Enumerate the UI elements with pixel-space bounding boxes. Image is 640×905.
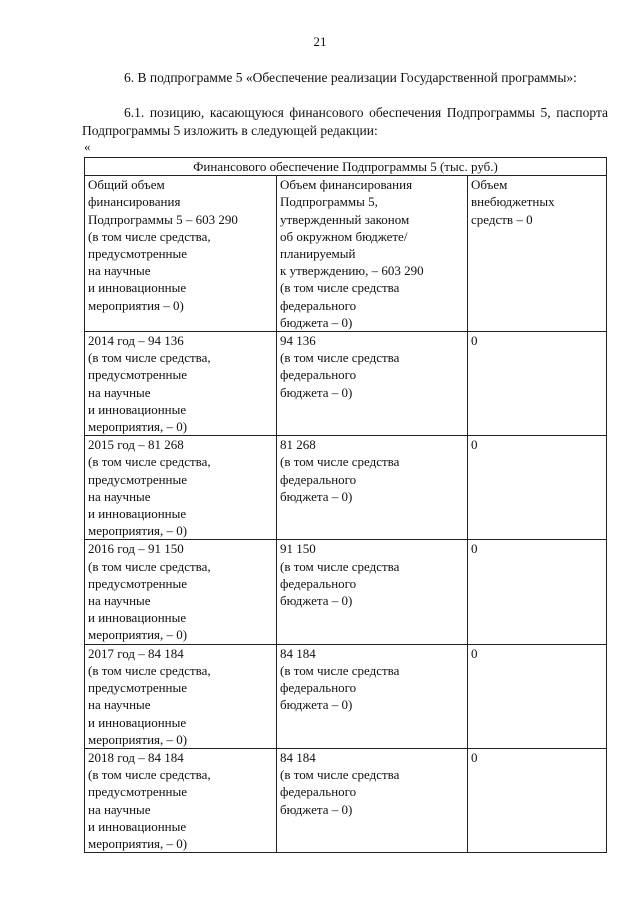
- page-number: 21: [313, 34, 327, 49]
- cell-line: внебюджетных: [471, 194, 555, 210]
- cell-line: предусмотренные: [88, 784, 188, 800]
- total-funding-cell: [85, 176, 277, 332]
- cell-line: 2015 год – 81 268: [88, 437, 184, 453]
- cell-line: (в том числе средства,: [88, 767, 211, 783]
- cell-line: и инновационные: [88, 818, 187, 834]
- financing-table: [84, 157, 607, 853]
- cell-line: бюджета – 0): [280, 697, 353, 713]
- cell-line: Общий объем: [88, 177, 165, 193]
- cell-line: планируемый: [280, 246, 356, 262]
- cell-line: 81 268: [280, 437, 316, 453]
- cell-line: 91 150: [280, 541, 316, 557]
- total-funding-cell: [85, 332, 277, 436]
- total-funding-cell: [85, 748, 277, 852]
- cell-line: федерального: [280, 471, 357, 487]
- cell-line: федерального: [280, 367, 357, 383]
- cell-line: 0: [471, 645, 478, 661]
- cell-line: 0: [471, 333, 478, 349]
- cell-line: бюджета – 0): [280, 488, 353, 504]
- cell-line: (в том числе средства: [280, 767, 400, 783]
- cell-line: Объем финансирования: [280, 177, 413, 193]
- cell-line: средств – 0: [471, 211, 533, 227]
- total-funding-cell: [85, 436, 277, 540]
- table-row: [85, 748, 607, 852]
- cell-line: Подпрограммы 5 – 603 290: [88, 211, 238, 227]
- budget-funding-cell: [277, 436, 468, 540]
- cell-line: мероприятия – 0): [88, 297, 184, 313]
- table-row: [85, 540, 607, 644]
- cell-line: 84 184: [280, 645, 316, 661]
- extrabudgetary-cell: [468, 540, 607, 644]
- table-row: [85, 644, 607, 748]
- table-title: Финансового обеспечение Подпрограммы 5 (тыс. руб.): [85, 158, 607, 176]
- cell-line: к утверждению, – 603 290: [280, 263, 424, 279]
- table-row-total: [85, 176, 607, 332]
- cell-line: об окружном бюджете/: [280, 228, 408, 244]
- cell-line: мероприятия, – 0): [88, 835, 188, 851]
- cell-line: бюджета – 0): [280, 384, 353, 400]
- cell-line: (в том числе средства: [280, 662, 400, 678]
- cell-line: предусмотренные: [88, 246, 188, 262]
- cell-line: предусмотренные: [88, 680, 188, 696]
- cell-line: (в том числе средства,: [88, 350, 211, 366]
- cell-line: 2016 год – 91 150: [88, 541, 184, 557]
- cell-line: федерального: [280, 297, 357, 313]
- cell-line: и инновационные: [88, 506, 187, 522]
- cell-line: бюджета – 0): [280, 314, 353, 330]
- cell-line: 2018 год – 84 184: [88, 749, 184, 765]
- total-funding-cell: [85, 644, 277, 748]
- cell-line: на научные: [88, 697, 151, 713]
- cell-line: 2017 год – 84 184: [88, 645, 184, 661]
- cell-line: мероприятия, – 0): [88, 627, 188, 643]
- cell-line: 0: [471, 437, 478, 453]
- cell-line: и инновационные: [88, 401, 187, 417]
- budget-funding-cell: [277, 644, 468, 748]
- cell-line: на научные: [88, 263, 151, 279]
- cell-line: федерального: [280, 784, 357, 800]
- paragraph-subprogram-5: 6. В подпрограмме 5 «Обеспечение реализации Государственной программы»:: [124, 70, 577, 85]
- cell-line: утвержденный законом: [280, 211, 410, 227]
- cell-line: 0: [471, 541, 478, 557]
- extrabudgetary-cell: [468, 436, 607, 540]
- opening-quote: «: [84, 139, 91, 154]
- cell-line: (в том числе средства,: [88, 454, 211, 470]
- cell-line: (в том числе средства,: [88, 228, 211, 244]
- cell-line: предусмотренные: [88, 367, 188, 383]
- cell-line: бюджета – 0): [280, 801, 353, 817]
- cell-line: 2014 год – 94 136: [88, 333, 184, 349]
- cell-line: федерального: [280, 680, 357, 696]
- cell-line: (в том числе средства,: [88, 662, 211, 678]
- cell-line: 0: [471, 749, 478, 765]
- table-title-row: [85, 158, 607, 176]
- cell-line: федерального: [280, 575, 357, 591]
- cell-line: (в том числе средства,: [88, 558, 211, 574]
- cell-line: на научные: [88, 488, 151, 504]
- cell-line: мероприятия, – 0): [88, 419, 188, 435]
- cell-line: мероприятия, – 0): [88, 731, 188, 747]
- cell-line: предусмотренные: [88, 575, 188, 591]
- cell-line: мероприятия, – 0): [88, 523, 188, 539]
- cell-line: и инновационные: [88, 280, 187, 296]
- cell-line: (в том числе средства: [280, 280, 400, 296]
- cell-line: финансирования: [88, 194, 181, 210]
- budget-funding-cell: [277, 748, 468, 852]
- table-row: [85, 436, 607, 540]
- budget-funding-cell: [277, 540, 468, 644]
- cell-line: Объем: [471, 177, 508, 193]
- extrabudgetary-cell: [468, 748, 607, 852]
- cell-line: (в том числе средства: [280, 350, 400, 366]
- table-row: [85, 332, 607, 436]
- cell-line: на научные: [88, 801, 151, 817]
- budget-funding-cell: [277, 332, 468, 436]
- cell-line: Подпрограммы 5,: [280, 194, 378, 210]
- cell-line: на научные: [88, 593, 151, 609]
- cell-line: на научные: [88, 384, 151, 400]
- cell-line: и инновационные: [88, 610, 187, 626]
- paragraph-position-6-1: 6.1. позицию, касающуюся финансового обеспечения Подпрограммы 5, паспорта Подпрограммы 5 изложить в следующей редакции:: [82, 105, 608, 138]
- cell-line: и инновационные: [88, 714, 187, 730]
- cell-line: 94 136: [280, 333, 316, 349]
- cell-line: бюджета – 0): [280, 593, 353, 609]
- budget-funding-cell: [277, 176, 468, 332]
- cell-line: 84 184: [280, 749, 316, 765]
- extrabudgetary-cell: [468, 176, 607, 332]
- total-funding-cell: [85, 540, 277, 644]
- extrabudgetary-cell: [468, 644, 607, 748]
- cell-line: (в том числе средства: [280, 454, 400, 470]
- cell-line: предусмотренные: [88, 471, 188, 487]
- extrabudgetary-cell: [468, 332, 607, 436]
- cell-line: (в том числе средства: [280, 558, 400, 574]
